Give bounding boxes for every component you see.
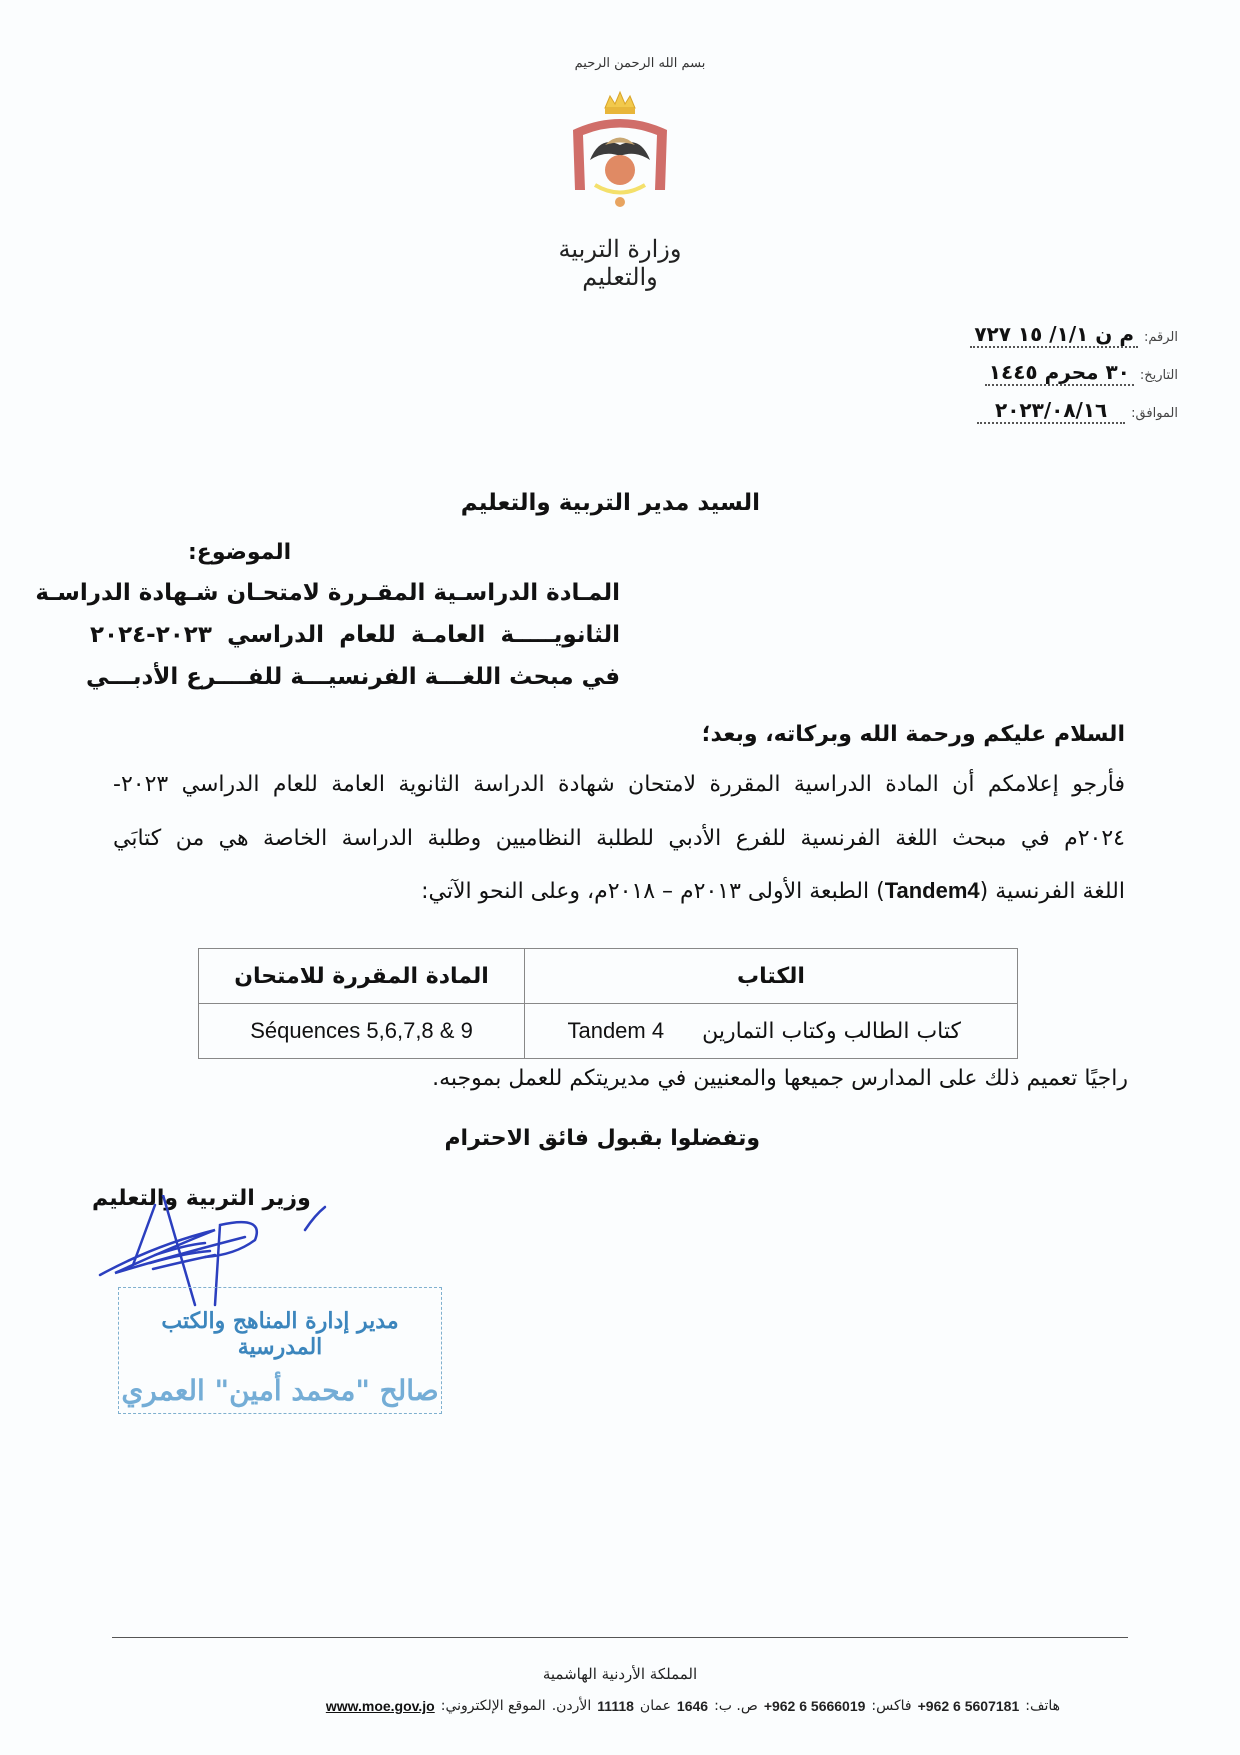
subject-line: في مبحث اللغـــة الفرنسيـــة للفــــرع الأدبـــي	[85, 664, 620, 690]
greeting: السلام عليكم ورحمة الله وبركاته، وبعد؛	[701, 722, 1125, 747]
table-row	[199, 1004, 1018, 1059]
column-header-material: المادة المقررة للامتحان	[199, 949, 525, 1004]
reference-date	[985, 360, 1178, 386]
fax-number: +962 6 5666019	[763, 1698, 866, 1714]
signatory-title: وزير التربية والتعليم	[92, 1186, 311, 1211]
official-stamp	[118, 1287, 442, 1414]
table-header-row	[199, 949, 1018, 1004]
website-label: الموقع الإلكتروني:	[440, 1698, 546, 1714]
closing-salutation: وتفضلوا بقبول فائق الاحترام	[444, 1126, 760, 1151]
cell-material: Séquences 5,6,7,8 & 9	[199, 1004, 525, 1059]
reference-number-value: م ن ١/١/ ١٥ ٧٢٧	[970, 322, 1138, 348]
body-text: اللغة الفرنسية (	[979, 879, 1125, 904]
pobox-label: ص. ب:	[714, 1698, 758, 1714]
body-paragraph-line: فأرجو إعلامكم أن المادة الدراسية المقررة لامتحان شهادة الدراسة الثانوية العامة للعام الدراسي ٢٠٢٣-	[113, 772, 1125, 797]
book-arabic-name: كتاب الطالب وكتاب التمارين	[702, 1019, 961, 1044]
subject-label: الموضوع:	[188, 540, 292, 565]
reference-gregorian-date	[977, 398, 1178, 424]
cell-book	[525, 1004, 1018, 1059]
circulation-request: راجيًا تعميم ذلك على المدارس جميعها والمعنيين في مديريتكم للعمل بموجبه.	[432, 1066, 1128, 1091]
website-link[interactable]: www.moe.gov.jo	[325, 1698, 435, 1714]
body-paragraph-line: ٢٠٢٤م في مبحث اللغة الفرنسية للفرع الأدبي للطلبة النظاميين وطلبة الدراسة الخاصة هي من كتابَي	[113, 826, 1125, 851]
fax-label: فاكس:	[871, 1698, 912, 1714]
body-text: ) الطبعة الأولى ٢٠١٣م – ٢٠١٨م، وعلى النحو الآتي:	[421, 879, 885, 904]
book-title: Tandem4	[884, 878, 980, 903]
reference-number	[970, 322, 1178, 348]
subject-line: المـادة الدراسـية المقـررة لامتحـان شـهادة الدراسـة	[35, 580, 620, 606]
city: عمان	[639, 1698, 671, 1714]
footer-contact	[326, 1698, 1060, 1714]
basmala: بسم الله الرحمن الرحيم	[574, 56, 706, 71]
country: الأردن.	[551, 1698, 592, 1714]
postal-code: 11118	[597, 1698, 634, 1714]
book-latin-name: Tandem 4	[567, 1018, 665, 1043]
stamp-name: صالح "محمد أمين" العمري	[121, 1374, 439, 1407]
jordan-coat-of-arms-icon	[565, 90, 675, 215]
subject-line: الثانويـــــة العامـة للعام الدراسي ٢٠٢٣-٢٠٢٤	[90, 622, 620, 648]
reference-gregorian-label: الموافق:	[1131, 406, 1178, 421]
stamp-position: مدير إدارة المناهج والكتب المدرسية	[161, 1308, 399, 1360]
phone-number: +962 6 5607181	[917, 1698, 1020, 1714]
addressee: السيد مدير التربية والتعليم	[460, 490, 760, 516]
reference-date-label: التاريخ:	[1139, 368, 1178, 383]
exam-material-table	[198, 948, 1018, 1059]
phone-label: هاتف:	[1025, 1698, 1060, 1714]
reference-gregorian-value: ٢٠٢٣/٠٨/١٦	[977, 398, 1125, 424]
footer-kingdom: المملكة الأردنية الهاشمية	[542, 1665, 698, 1683]
pobox-number: 1646	[676, 1698, 709, 1714]
reference-date-value: ٣٠ محرم ١٤٤٥	[985, 360, 1134, 386]
body-paragraph-line	[113, 878, 1125, 904]
footer-divider	[112, 1637, 1128, 1638]
ministry-name: وزارة التربية والتعليم	[558, 235, 682, 291]
column-header-book: الكتاب	[525, 949, 1018, 1004]
reference-number-label: الرقم:	[1144, 330, 1178, 345]
